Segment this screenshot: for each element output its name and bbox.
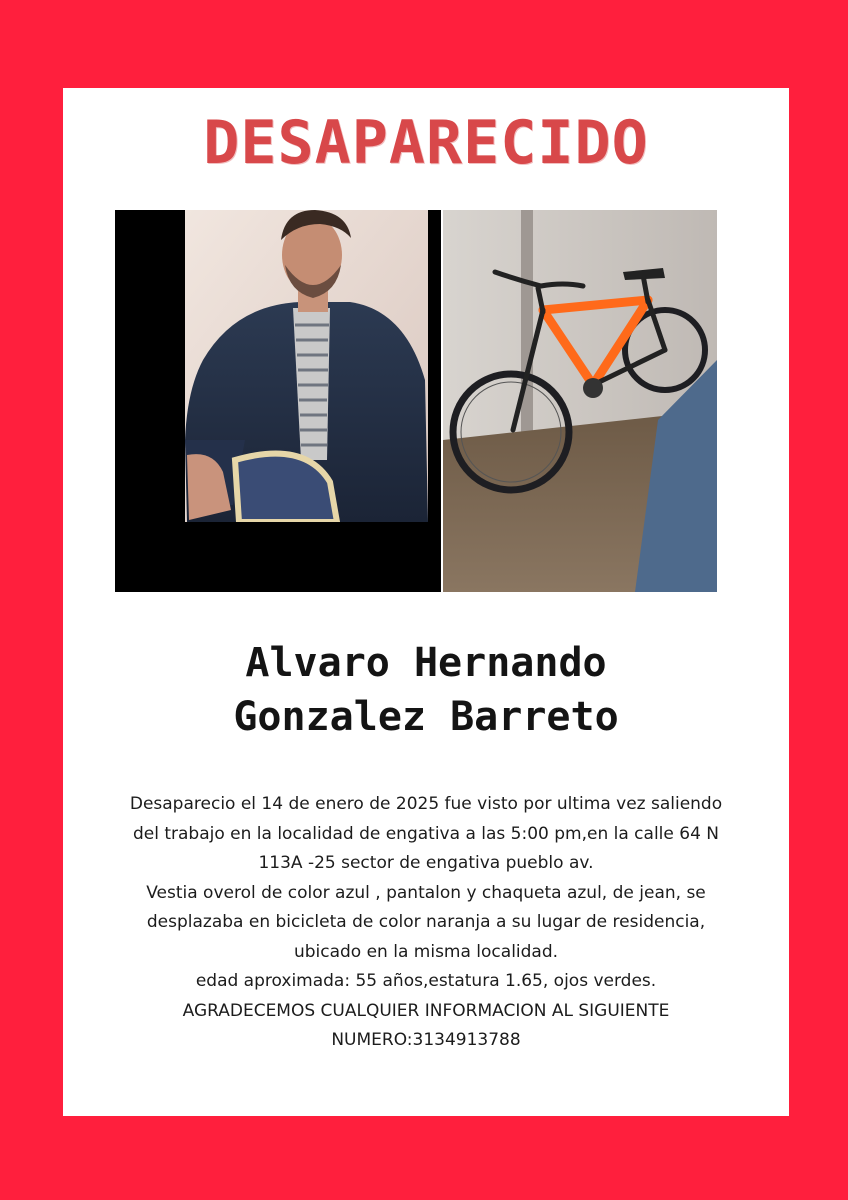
description-line: Desaparecio el 14 de enero de 2025 fue visto por ultima vez saliendo [129,794,723,814]
photo-panel [115,210,717,592]
contact-number-line: NUMERO:3134913788 [331,1030,521,1050]
description-text [93,790,759,1056]
missing-person-name [63,636,789,744]
person-photo [115,210,441,592]
description-line: edad aproximada: 55 años,estatura 1.65, ojos verdes. [195,971,657,991]
description-line: del trabajo en la localidad de engativa a las 5:00 pm,en la calle 64 N [132,823,720,844]
bicycle-photo [443,210,717,592]
poster-title: DESAPARECIDO [203,108,649,178]
description-line: ubicado en la misma localidad. [293,941,559,962]
contact-appeal-line: AGRADECEMOS CUALQUIER INFORMACION AL SIGUIENTE [182,1000,670,1021]
name-line-2: Gonzalez Barreto [233,694,619,740]
description-line: desplazaba en bicicleta de color naranja a su lugar de residencia, [146,912,706,932]
name-line-1: Alvaro Hernando [245,640,607,686]
missing-person-poster [63,88,789,1116]
description-line: 113A -25 sector de engativa pueblo av. [258,853,594,873]
description-line: Vestia overol de color azul , pantalon y chaqueta azul, de jean, se [146,882,706,903]
